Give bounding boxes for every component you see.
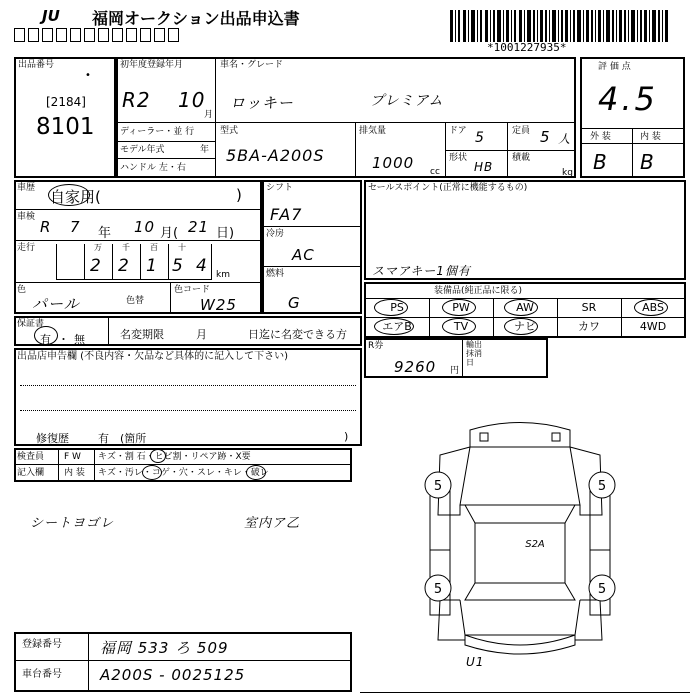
reg-number-value: 福岡 533 ろ 509 xyxy=(100,639,229,657)
equip-navi: ナビ xyxy=(514,320,536,333)
mileage-digit-3: 1 xyxy=(146,256,158,276)
load-label: 積載 xyxy=(512,153,531,163)
color-code-value: W25 xyxy=(200,296,237,314)
header-checkboxes xyxy=(14,28,186,43)
inspector-label-2: 記入欄 xyxy=(17,468,45,478)
equip-abs: ABS xyxy=(642,301,664,314)
doors-label: ドア xyxy=(449,126,467,136)
capacity-unit: 人 xyxy=(558,132,572,146)
color-code-label: 色コード xyxy=(174,285,211,295)
first-reg-month: 10 xyxy=(178,88,206,112)
equip-aw: AW xyxy=(516,301,534,314)
usage-circle xyxy=(48,184,90,206)
fuel-value: G xyxy=(288,294,301,312)
car-diagram xyxy=(410,415,630,665)
fw-stone-circle xyxy=(150,449,166,463)
fw-label: F W xyxy=(64,452,81,462)
manual-deadline-month: 月 xyxy=(196,328,207,341)
displacement-label: 排気量 xyxy=(359,126,387,136)
car-name-label: 車名・グレード xyxy=(220,60,284,70)
car-name-value: ロッキー xyxy=(230,94,294,112)
tire-mark-rear-left: 5 xyxy=(433,582,443,597)
interior-value: B xyxy=(640,150,655,174)
shift-value: FA7 xyxy=(270,205,303,224)
footer-bottom-line xyxy=(360,692,690,693)
type-label: 型式 xyxy=(220,126,239,136)
type-value: 5BA-A200S xyxy=(226,146,325,165)
transfer-label: 日迄に名変できる方 xyxy=(248,328,347,341)
mileage-grid xyxy=(56,244,212,280)
lot-sub-number: [2184] xyxy=(46,95,86,109)
equip-airbag: エアB xyxy=(382,320,412,333)
dealer-notes-label: 出品店申告欄 (不良内容・欠品など具体的に記入して下さい) xyxy=(17,351,288,362)
equip-tv-circle xyxy=(442,318,476,335)
repair-location-close: ) xyxy=(344,430,349,443)
ac-value: AC xyxy=(292,246,315,264)
auction-logo: JU xyxy=(42,7,60,25)
repair-label: 修復歴 xyxy=(36,432,69,445)
inspection-era: R xyxy=(40,218,52,236)
inspection-day: 21 xyxy=(188,218,210,236)
mileage-unit-juu: 十 xyxy=(178,243,186,252)
shape-label: 形状 xyxy=(449,153,468,163)
exterior-label: 外 装 xyxy=(590,132,611,142)
model-year-label: モデル年式 xyxy=(120,145,165,155)
interior-dirt-circle xyxy=(142,465,162,480)
interior-row-label: 内 装 xyxy=(64,468,85,478)
warranty-sep: ・ xyxy=(58,333,69,346)
warranty-yes-circle xyxy=(34,326,58,345)
recycle-value: 9260 xyxy=(394,358,437,376)
dealer-label: ディーラー・並 行 xyxy=(120,127,195,137)
color-value: パール xyxy=(32,295,80,313)
interior-label: 内 装 xyxy=(640,132,661,142)
equip-sr: SR xyxy=(581,301,597,314)
fw-items: キズ・割 石・ヒビ割・リペア跡・X要 xyxy=(98,452,251,462)
mileage-unit-man: 万 xyxy=(94,243,102,252)
warranty-yes: 有 xyxy=(40,333,51,346)
score-value: 4.5 xyxy=(598,80,658,118)
equip-abs-circle xyxy=(634,299,668,316)
inspection-label: 車検 xyxy=(17,212,36,222)
mileage-digit-4: 5 xyxy=(172,256,184,276)
equip-tv: TV xyxy=(453,320,469,333)
shift-label: シフト xyxy=(266,183,294,193)
car-grade-value: プレミアム xyxy=(370,93,444,109)
inspector-note-2: 室内ア乙 xyxy=(244,516,301,531)
equip-ps: PS xyxy=(390,301,404,314)
sales-point-label: セールスポイント(正常に機能するもの) xyxy=(368,183,528,193)
form-title: 福岡オークション出品申込書 xyxy=(92,9,300,28)
ac-label: 冷房 xyxy=(266,229,285,239)
tire-mark-front-left: 5 xyxy=(433,479,443,494)
lot-number: 8101 xyxy=(36,114,95,140)
usage-value: 自家用( xyxy=(50,188,101,206)
interior-wear-circle xyxy=(246,465,266,480)
warranty-no: 無 xyxy=(74,333,85,346)
lot-label: 出品番号 xyxy=(18,60,55,70)
equip-4wd: 4WD xyxy=(639,320,667,333)
warranty-label: 保証書 xyxy=(17,319,45,329)
manual-deadline-label: 名変期限 xyxy=(120,328,164,341)
equip-leather: カワ xyxy=(578,320,600,333)
usage-close: ) xyxy=(236,186,242,204)
inspection-day-unit: 日) xyxy=(216,226,235,241)
repair-value: 有 xyxy=(98,432,109,445)
equip-navi-circle xyxy=(504,318,538,335)
handle-label: ハンドル 左・右 xyxy=(120,163,186,173)
equip-aw-circle xyxy=(504,299,538,316)
tire-mark-front-right: 5 xyxy=(597,479,607,494)
inspection-month: 10 xyxy=(134,218,156,236)
inspection-year: 7 xyxy=(70,218,81,236)
model-year-unit: 年 xyxy=(200,145,210,155)
inspector-note-1: シートヨゴレ xyxy=(30,516,115,531)
exterior-value: B xyxy=(593,150,608,174)
recycle-prep-label: 輸出抹消日 xyxy=(466,340,482,367)
load-unit: kg xyxy=(562,168,573,178)
bottom-mark: U1 xyxy=(466,655,485,669)
sales-point-value: スマアキー1個有 xyxy=(372,264,471,278)
dealer-notes-line-2 xyxy=(20,410,356,411)
color-change-label: 色替 xyxy=(126,296,145,306)
mileage-label: 走行 xyxy=(17,243,36,253)
barcode-number: *1001227935* xyxy=(487,41,567,54)
tire-mark-rear-right: 5 xyxy=(597,582,607,597)
inspection-year-unit: 年 xyxy=(98,226,112,241)
chassis-number-value: A200S - 0025125 xyxy=(100,666,246,684)
shape-value: HB xyxy=(474,160,494,174)
barcode-icon xyxy=(450,10,668,42)
first-reg-label: 初年度登録年月 xyxy=(120,60,184,70)
mileage-unit: km xyxy=(216,270,230,280)
mileage-digit-1: 2 xyxy=(90,256,102,276)
first-reg-month-unit: 月 xyxy=(204,110,214,120)
roof-mark: S2A xyxy=(525,539,545,550)
color-label: 色 xyxy=(17,285,27,295)
equipment-label: 装備品(純正品に限る) xyxy=(434,286,523,296)
mileage-digit-5: 4 xyxy=(196,256,208,276)
mileage-unit-hyaku: 百 xyxy=(150,243,158,252)
displacement-value: 1000 xyxy=(372,154,415,172)
recycle-label: R券 xyxy=(368,341,384,351)
displacement-unit: cc xyxy=(430,167,440,177)
reg-number-label: 登録番号 xyxy=(22,639,62,650)
usage-label: 車歴 xyxy=(17,183,36,193)
inspector-label: 検査員 xyxy=(17,452,45,462)
mileage-digit-2: 2 xyxy=(118,256,130,276)
mileage-unit-sen: 千 xyxy=(122,243,130,252)
equip-ps-circle xyxy=(374,299,408,316)
score-label: 評 価 点 xyxy=(598,62,631,72)
interior-items: キズ・汚レ・コゲ・穴・スレ・キレ・破レ xyxy=(98,468,269,478)
recycle-unit: 円 xyxy=(450,366,460,376)
doors-value: 5 xyxy=(475,130,485,146)
lot-dot: • xyxy=(85,70,91,81)
fuel-label: 燃料 xyxy=(266,269,285,279)
inspection-month-unit: 月( xyxy=(160,226,179,241)
capacity-value: 5 xyxy=(540,128,551,146)
chassis-number-label: 車台番号 xyxy=(22,669,62,680)
equip-airbag-circle xyxy=(374,318,414,335)
equip-pw: PW xyxy=(452,301,470,314)
repair-location-label: (箇所 xyxy=(120,432,147,445)
first-reg-year: R2 xyxy=(122,88,151,112)
dealer-notes-line-1 xyxy=(20,385,356,386)
capacity-label: 定員 xyxy=(512,126,531,136)
equip-pw-circle xyxy=(442,299,476,316)
